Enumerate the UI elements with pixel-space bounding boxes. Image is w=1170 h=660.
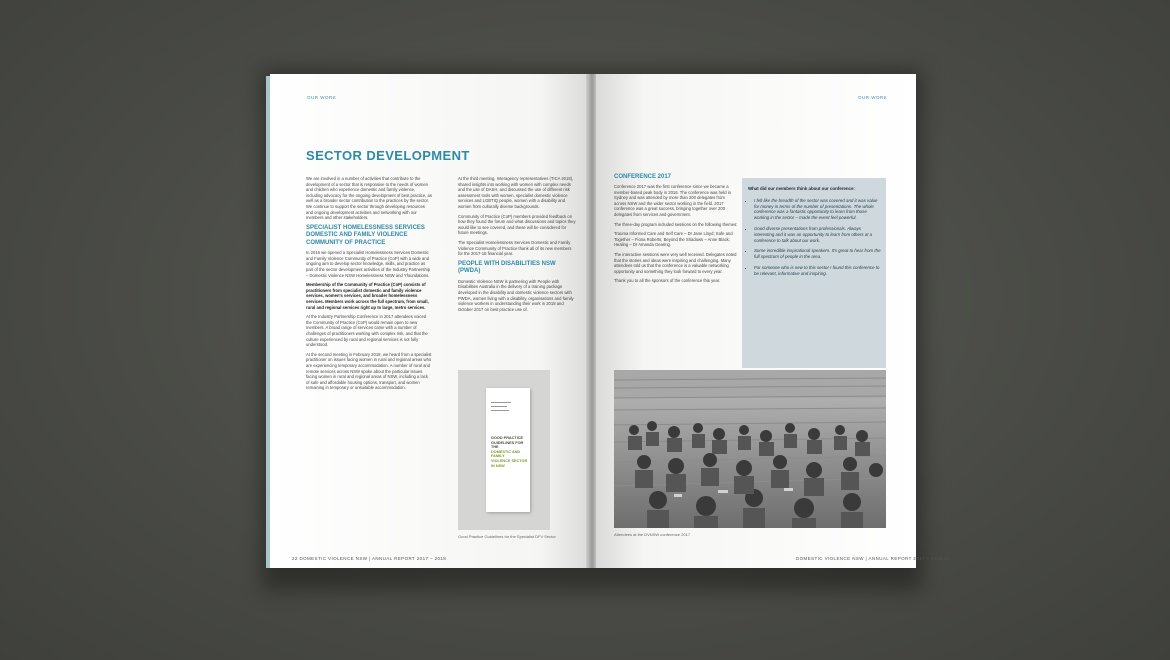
subheading-shs-cop: SPECIALIST HOMELESSNESS SERVICES DOMESTIC AND FAMILY VIOLENCE COMMUNITY OF PRACTICE [306, 224, 425, 246]
cover-rule [491, 406, 507, 407]
paragraph: Trauma Informed Care and Self Care – Dr Jane Lloyd; Safe and Together – Fiona Roberts; Beyond the Shadows – Anne Black; Healing – Dr Amanda Gearing. [614, 231, 733, 248]
page-footer-right: DOMESTIC VIOLENCE NSW | ANNUAL REPORT 2017 – 2018 23 [796, 556, 951, 561]
callout-heading: What did our members think about our conference: [748, 186, 855, 191]
paragraph: Community of Practice (CoP) members provided feedback on how they found the forum and what discussions and topics they would like to see covered, and these will be considered for future meetings. [458, 213, 576, 236]
intro-paragraph: We are involved in a number of activities that contribute to the development of a sector that is responsive to the needs of women and children who experience domestic and family violence, including advocacy for the ongoing development of best practice, as well as a broader sector contribution to the practices by the sector. We continue to support the sector through developing resources and ongoing development activities and networking with our members and other stakeholders. [306, 176, 432, 221]
left-column [306, 176, 432, 558]
paragraph: At the third meeting, Interagency representatives (TICA 2018), shared insights into working with women with complex needs and the use of DASH, and discussed the use of different risk assessment tools with women, specialist domestic violence services and LGBTIQ people, women with a disability and women from culturally diverse backgrounds. [458, 176, 574, 209]
right-column [458, 176, 576, 366]
paragraph: Domestic Violence NSW is partnering with People with Disabilities Australia in the delivery of a training package developed in the disability and domestic violence sectors with PWDA, women living with a disability, organisations and family violence workers in understanding their work in 2018 and October 2017 on best practice use of. [458, 278, 574, 312]
page-footer-left: 22 DOMESTIC VIOLENCE NSW | ANNUAL REPORT 2017 – 2018 [292, 556, 447, 561]
cover-line: GOOD PRACTICE [491, 436, 524, 440]
paragraph: Conference 2017 was the first conference since we became a member-based peak body in 2016. The conference was held in Sydney and was attended by more than 200 delegates from across NSW and the wider sector working in the field. 2017 conference was a great success, bringing together over 200 delegates from services and government. [614, 184, 732, 217]
audience-photo-illustration [614, 370, 886, 528]
subheading-pwda: PEOPLE WITH DISABILITIES NSW (PWDA) [458, 260, 556, 275]
paragraph: At the second meeting in February 2018, we heard from a specialist practitioner on issues facing women in rural and regional areas who are experiencing temporary accommodation. A number of rural and remote services across NSW spoke about the particular issues facing women in rural and regional areas of NSW, including a lack of safe and affordable housing options, transport, and women remaining in temporary or unsuitable accommodation. [306, 351, 432, 391]
running-head-left: OUR WORK [307, 95, 337, 100]
quote: • Good diverse presentations from professionals. Always interesting and it was an opportunity to learn from others at a conference to talk about our work. [754, 226, 882, 243]
paragraph: In 2016 we opened a Specialist Homelessness Services Domestic and Family Violence Community of Practice (CoP) with a wide and ongoing aim to develop sector knowledge, skills, and practice as part of the sector development activities of the Industry Partnership – Domestic Violence NSW Homelessness NSW and Yfoundations. [306, 250, 431, 278]
paragraph: The Specialist Homelessness Services Domestic and Family Violence Community of Practice thank all of its new members for the 2017-18 financial year. [458, 239, 572, 257]
quote: • For someone who is new to this sector I found this conference to be relevant, informative and inspiring. [754, 265, 882, 277]
paragraph: The interactive sessions were very well received. Delegates noted that the stories and ideas were inspiring and challenging. Many attendees told us that the conference is a valuable networking opportunity and something they look forward to every year. [614, 251, 737, 274]
cover-rule [491, 402, 511, 403]
paragraph: At the Industry Partnership Conference in 2017 attendees voiced the Community of Practice (CoP) would remain open to new members. A broad range of services came with a number of challenges of practitioners working with complex risk, and that the culture experienced by rural and regional services is not fully understood. [306, 314, 428, 348]
cover-line: DOMESTIC AND FAMILY [491, 449, 521, 459]
paragraph-bold [306, 282, 432, 310]
subheading-conference: CONFERENCE 2017 [614, 174, 672, 180]
conference-photo [614, 370, 886, 528]
image-caption: Good Practice Guidelines for the Specialist DFV Sector [458, 534, 556, 539]
running-head-right: OUR WORK [858, 95, 888, 100]
conference-column [614, 184, 738, 364]
callout-content [748, 186, 882, 282]
left-page [270, 74, 588, 568]
guidelines-cover-image [458, 370, 550, 530]
report-cover [486, 388, 530, 512]
cover-title [491, 436, 530, 468]
quote-list [748, 198, 882, 277]
cover-line: GUIDELINES FOR THE [491, 440, 524, 450]
quote: • Some incredible inspirational speakers. It's great to hear from the full spectrum of people in the area. [754, 248, 882, 260]
bold-text: Membership of the Community of Practice (CoP) consists of practitioners from specialist domestic and family violence services, women's services, and broader homelessness services. Members work across the full spectrum, from small, rural and regional services right up to large, metro services. [306, 282, 429, 310]
paragraph: Thank you to all the sponsors of the conference this year. [614, 278, 721, 284]
member-feedback-callout [742, 178, 886, 368]
cover-line: VIOLENCE SECTOR IN NSW [491, 458, 528, 468]
cover-rule [491, 410, 509, 411]
page-title: SECTOR DEVELOPMENT [306, 148, 470, 163]
paragraph: The three-day program included sessions on the following themes: [614, 221, 738, 227]
photo-caption: Attendees at the DVNSW conference 2017 [614, 532, 691, 537]
right-page [596, 74, 951, 568]
quote: • I felt like the breadth of the sector was covered and it was value for money in terms of the number of presentations. The whole conference was a fantastic opportunity to learn from those working in the sector – made the event feel powerful. [754, 198, 882, 221]
